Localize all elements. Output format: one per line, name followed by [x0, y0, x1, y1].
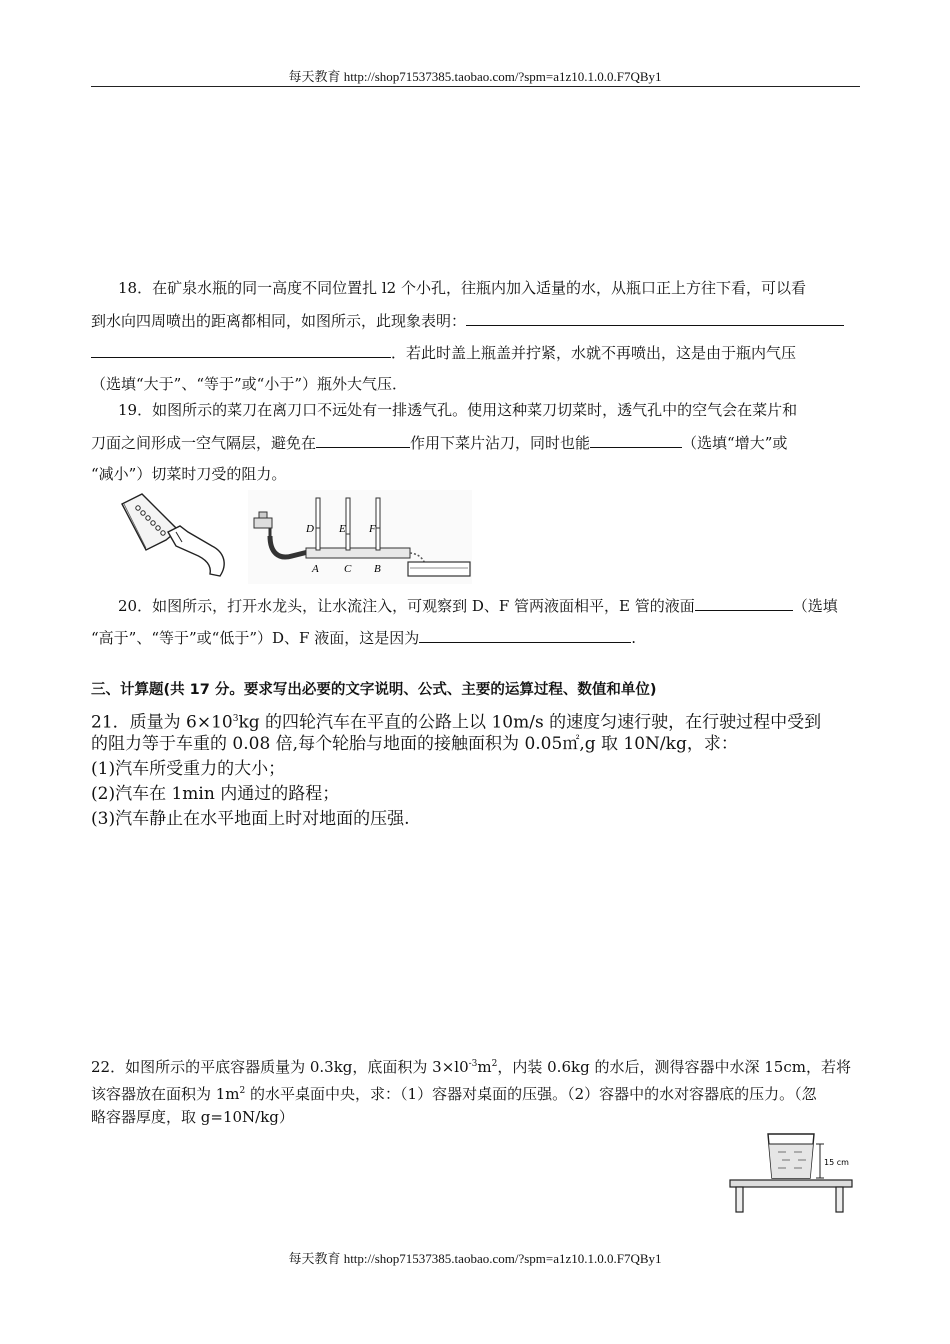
q22-line1: [91, 1054, 860, 1077]
q18-line2: [91, 310, 860, 331]
q19-line2-text-a: 刀面之间形成一空气隔层，避免在: [91, 434, 317, 452]
knife-figure: [116, 490, 232, 582]
q21-part3: (3)汽车静止在水平地面上时对地面的压强.: [91, 809, 410, 829]
header-divider: [91, 86, 860, 87]
label-C: C: [344, 563, 352, 575]
q19-line1: 19．如图所示的菜刀在离刀口不远处有一排透气孔。使用这种菜刀切菜时，透气孔中的空气会在菜片和: [118, 401, 798, 419]
q21-exponent: 3: [232, 714, 239, 724]
label-E: E: [339, 523, 346, 535]
q22-exponent-1: -3: [468, 1059, 478, 1069]
q22-line2-text-a: 该容器放在面积为 1m: [91, 1085, 240, 1103]
q18-line4: （选填“大于”、“等于”或“小于”）瓶外大气压．: [91, 375, 408, 393]
q19-answer-blank-2[interactable]: [590, 432, 682, 448]
q20-answer-blank-2[interactable]: [419, 627, 631, 643]
q22-line1-text-b: m: [477, 1058, 492, 1076]
q18-line2-text: 到水向四周喷出的距离都相同，如图所示，此现象表明：: [91, 312, 467, 330]
q20-answer-blank-1[interactable]: [695, 595, 793, 611]
page-header: 每天教育 http://shop71537385.taobao.com/?spm=a1z10.1.0.0.F7QBy1: [288, 69, 662, 84]
q22-line1-text-a: 22．如图所示的平底容器质量为 0.3kg，底面积为 3×l0: [91, 1058, 469, 1076]
q19-line2: [91, 432, 860, 453]
tube-figure: [248, 490, 472, 584]
q22-line2-text-b: 的水平桌面中央，求：（1）容器对桌面的压强。（2）容器中的水对容器底的压力。（忽: [245, 1085, 817, 1103]
q21-line2: 的阻力等于车重的 0.08 倍,每个轮胎与地面的接触面积为 0.05㎡,g 取 10N/kg，求：: [91, 734, 738, 754]
q20-line1-text-b: （选填: [792, 597, 838, 615]
depth-label: 15 cm: [824, 1158, 849, 1167]
q22-line1-text-c: ，内装 0.6kg 的水后，测得容器中水深 15cm，若将: [497, 1058, 851, 1076]
q21-line1-text-a: 21．质量为 6×10: [91, 712, 233, 733]
q18-line1: 18．在矿泉水瓶的同一高度不同位置扎 l2 个小孔，往瓶内加入适量的水，从瓶口正上方往下看，可以看: [118, 279, 806, 297]
q22-line2: [91, 1081, 860, 1104]
q18-line3: [91, 342, 860, 363]
section3-title: 三、计算题(共 17 分。要求写出必要的文字说明、公式、主要的运算过程、数值和单位): [91, 682, 657, 698]
q22-exponent-2: 2: [491, 1059, 498, 1069]
q19-line2-text-c: （选填“增大”或: [682, 434, 788, 452]
q21-part1: (1)汽车所受重力的大小；: [91, 759, 286, 779]
q21-part2: (2)汽车在 1min 内通过的路程；: [91, 784, 340, 804]
q21-line1-text-b: kg 的四轮汽车在平直的公路上以 10m/s 的速度匀速行驶，在行驶过程中受到: [238, 712, 822, 733]
label-D: D: [306, 523, 314, 535]
q18-answer-blank-1b[interactable]: [91, 342, 391, 358]
q20-line1: [118, 595, 860, 616]
q19-line2-text-b: 作用下菜片沾刀，同时也能: [410, 434, 591, 452]
q19-answer-blank-1[interactable]: [316, 432, 410, 448]
q18-line3-text: ．若此时盖上瓶盖并拧紧，水就不再喷出，这是由于瓶内气压: [391, 344, 797, 362]
label-F: F: [369, 523, 376, 535]
q20-line2-text-a: “高于”、“等于”或“低于”）D、F 液面，这是因为: [91, 629, 420, 647]
page-footer: 每天教育 http://shop71537385.taobao.com/?spm=a1z10.1.0.0.F7QBy1: [288, 1251, 662, 1266]
q19-line3: “减小”）切菜时刀受的阻力。: [91, 465, 287, 483]
q18-answer-blank-1[interactable]: [466, 310, 844, 326]
q20-line2: [91, 627, 860, 648]
label-B: B: [374, 563, 381, 575]
container-figure: [726, 1128, 856, 1216]
label-A: A: [312, 563, 319, 575]
q20-line2-text-b: .: [631, 629, 636, 647]
q22-line3: 略容器厚度，取 g=10N/kg）: [91, 1108, 294, 1126]
q22-exponent-3: 2: [239, 1086, 246, 1096]
q20-line1-text-a: 20．如图所示，打开水龙头，让水流注入，可观察到 D、F 管两液面相平，E 管的液面: [118, 597, 695, 615]
q21-line1: [91, 708, 860, 734]
